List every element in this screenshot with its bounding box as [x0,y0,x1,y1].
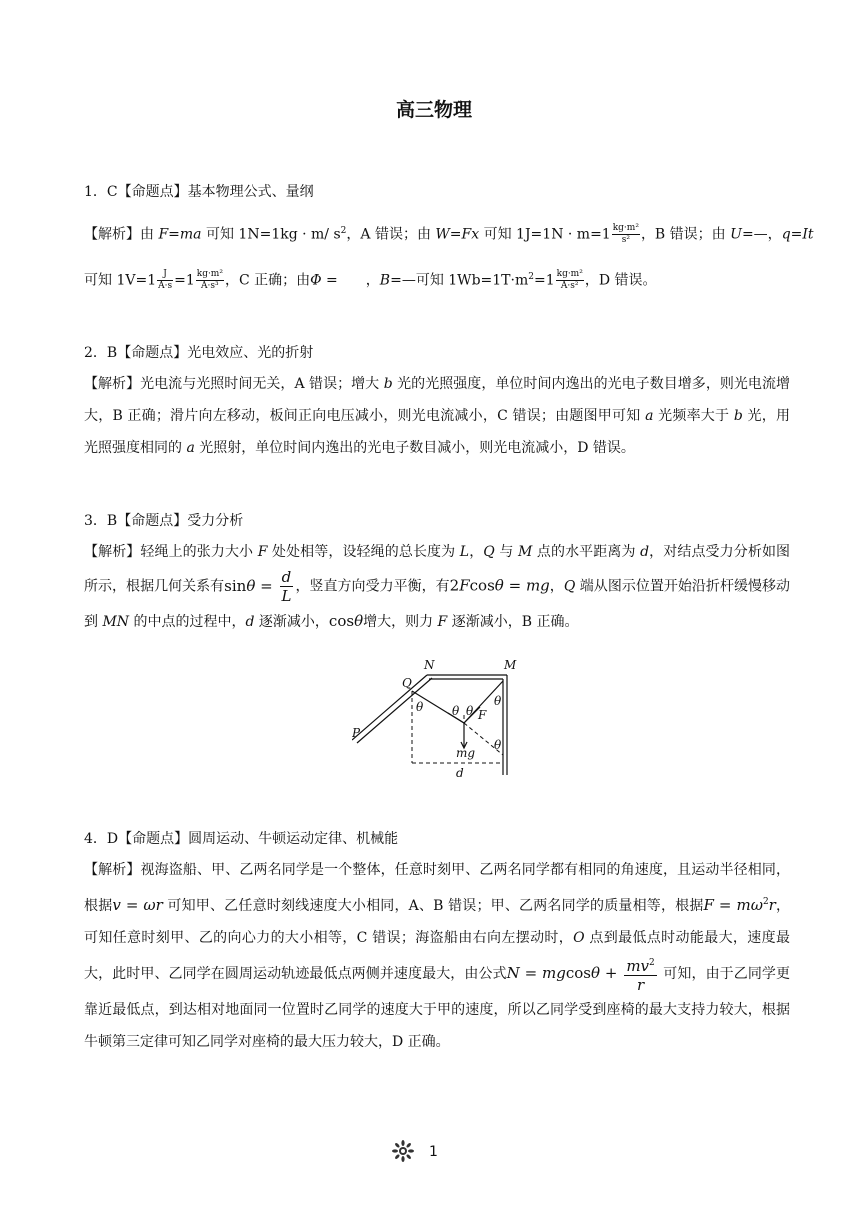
numerator [624,954,656,976]
label-M: M [504,658,517,672]
label-F: F [478,708,487,722]
sin: sin [224,576,247,595]
text: ，可知任意时刻甲、乙的向心力的大小相等，C 错误；海盗船由右向左摆动时， [84,898,791,946]
denominator: A·s [158,281,173,292]
var-b: b [383,376,393,392]
superscript: 2 [528,272,534,282]
var-N: N [506,964,520,982]
formula-v [112,896,162,914]
var-theta: θ [246,576,256,595]
fraction-4 [556,269,584,292]
text: 与 [494,544,518,560]
var-F: F [257,544,268,560]
var-F: F [437,614,448,630]
label-mg: mg [456,746,476,760]
var-theta: θ [354,612,364,630]
text: 【解析】轻绳上的张力大小 [84,544,258,560]
fraction-mv2-over-r [624,954,656,994]
var-b: b [733,408,743,424]
var-omega: ω [143,896,156,914]
text: =1 [174,272,195,289]
var-ma: ma [179,226,202,243]
text: 点的水平距离为 [532,544,641,560]
equals: = [519,964,543,982]
question-1-line-2 [84,261,790,293]
text: 光频率大于 [653,408,734,424]
cos: cos [469,576,495,595]
var-a: a [645,408,654,424]
text: ，A 错误；由 [346,226,436,243]
var-B: B [379,272,391,289]
page-title: 高三物理 [395,99,472,121]
text: ，B 错误；由 [640,226,731,243]
text: 光照射，单位时间内逸出的光电子数目减小，则光电流减小，D 错误。 [194,440,635,456]
var-r: r [155,896,163,914]
formula-N [506,957,659,994]
text: 端从图示位置开始沿折杆缓慢移动到 [84,578,791,630]
text: = ， [321,272,380,289]
text: 处处相等，设轻绳的总长度为 [267,544,460,560]
text: 增大，则力 [363,614,438,630]
var-mg: mg [542,964,566,982]
var-r: r [768,896,776,914]
label-theta-2: θ [452,704,460,718]
text: 可知 1V=1 [84,272,157,289]
var-L: L [459,544,470,560]
label-d: d [456,766,464,780]
cos: cos [328,612,355,630]
superscript: 2 [340,226,347,236]
numerator: d [280,568,294,587]
var-F: F [459,576,470,595]
question-1-heading: 1．C【命题点】基本物理公式、量纲 [84,184,314,200]
var-q: q [781,226,791,243]
question-3-analysis [84,536,790,638]
sunflower-logo-icon [392,1140,414,1162]
text: 可知 1N=1kg · m/ s [201,226,341,243]
var-v: v [112,896,121,914]
question-2 [84,340,790,464]
equals: = [713,896,737,914]
var-O: O [573,930,585,946]
label-N: N [424,658,435,672]
var-U: U [730,226,742,243]
question-2-analysis [84,368,790,464]
text: 可知，由于乙同学更靠近最低点，到达相对地面同一位置时乙同学的速度大于甲的速度，所以乙同学受到座椅的最大支持力较大，根据牛顿第三定律可知乙同学对座椅的最大压力较大，D 正确。 [84,966,791,1050]
text: 光，用光照强度相同的 [84,408,790,456]
text: 【解析】光电流与光照时间无关，A 错误；增大 [84,376,384,392]
question-3 [84,508,790,638]
superscript: 2 [649,958,655,968]
var-omega: ω [750,896,763,914]
var-Q: Q [483,544,495,560]
formula-balance [450,577,550,595]
text: 【解析】视海盗船、甲、乙两名同学是一个整体，任意时刻甲、乙两名同学都有相同的角速度，且运动半径相同，根据 [84,862,790,914]
equals: = [255,576,278,595]
denominator: A·s³ [201,281,219,292]
text: =—可知 1Wb=1T·m [390,272,529,289]
text: ，D 错误。 [584,272,657,289]
fraction-d-over-L [280,568,294,605]
var-W: W [435,226,450,243]
var-mg: mg [525,576,550,595]
question-3-heading: 3．B【命题点】受力分析 [84,513,244,529]
page-number: 1 [429,1144,438,1160]
var-m: m [736,896,751,914]
plus: + [600,964,623,982]
text: =1 [533,272,555,289]
numerator: kg·m² [196,269,223,280]
text: 可知甲、乙任意时刻线速度大小相同，A、B 错误；甲、乙两名同学的质量相等，根据 [162,898,704,914]
label-theta-3: θ [466,704,474,718]
two: 2 [449,576,460,595]
label-theta-5: θ [494,738,502,752]
question-4-analysis [84,854,790,1058]
question-1-line-1 [84,215,814,247]
text: 点到最低点时动能最大，速度最大，此时甲、乙同学在圆周运动轨迹最低点两侧并速度最大，由公式 [84,930,790,982]
text: 的中点的过程中， [129,614,246,630]
var-theta: θ [591,964,601,982]
var-It: It [802,226,814,243]
equals: = [168,226,180,243]
var-mv: mv [626,957,650,975]
equals: = [503,576,526,595]
numerator: kg·m² [556,269,583,280]
var-M: M [517,544,533,560]
var-d: d [245,614,255,630]
question-2-heading: 2．B【命题点】光电效应、光的折射 [84,345,314,361]
var-MN: MN [102,614,130,630]
var-a: a [186,440,195,456]
denominator: A·s² [560,281,579,292]
cos: cos [565,964,592,982]
text: ， [549,578,564,595]
var-Q: Q [563,578,576,595]
var-d: d [640,544,650,560]
denominator: r [636,976,645,994]
label-P: P [352,726,361,740]
formula-sin [224,568,295,605]
label-Q: Q [402,676,412,690]
fraction-1 [612,223,640,246]
text: ，C 正确；由 [224,272,311,289]
force-diagram [352,655,522,780]
superscript: 2 [762,897,769,907]
formula-cos [329,612,363,630]
text: ，竖直方向受力平衡，有 [295,578,450,595]
formula-F [704,896,776,914]
fraction-3 [196,269,224,292]
var-Fx: Fx [461,226,480,243]
var-Phi: Φ [310,272,322,289]
label-theta-1: θ [416,700,424,714]
label-theta-4: θ [494,694,502,708]
text: 【解析】由 [84,226,159,243]
numerator: kg·m² [612,223,639,234]
var-theta: θ [494,576,504,595]
equals: = [120,896,144,914]
text: 逐渐减小，B 正确。 [447,614,579,630]
equals: = [790,226,803,243]
text: 光的光照强度，单位时间内逸出的光电子数目增多，则光电流增大，B 正确；滑片向左移动，板间正向电压减小，则光电流减小，C 错误；由题图甲可知 [84,376,790,424]
text: =—， [741,226,782,243]
text: 可知 1J=1N · m=1 [479,226,611,243]
text: 逐渐减小， [254,614,329,630]
question-4-heading: 4．D【命题点】圆周运动、牛顿运动定律、机械能 [84,831,399,847]
question-1 [84,179,814,293]
var-F: F [703,896,714,914]
text: ，对结点受力分析如图所示，根据几何关系有 [84,544,791,595]
text: ， [469,544,484,560]
var-F: F [158,226,169,243]
question-4 [84,826,790,1058]
fraction-2 [157,269,173,292]
denominator: L [281,587,292,605]
numerator: J [157,269,173,281]
denominator: s² [621,235,630,246]
equals: = [449,226,462,243]
